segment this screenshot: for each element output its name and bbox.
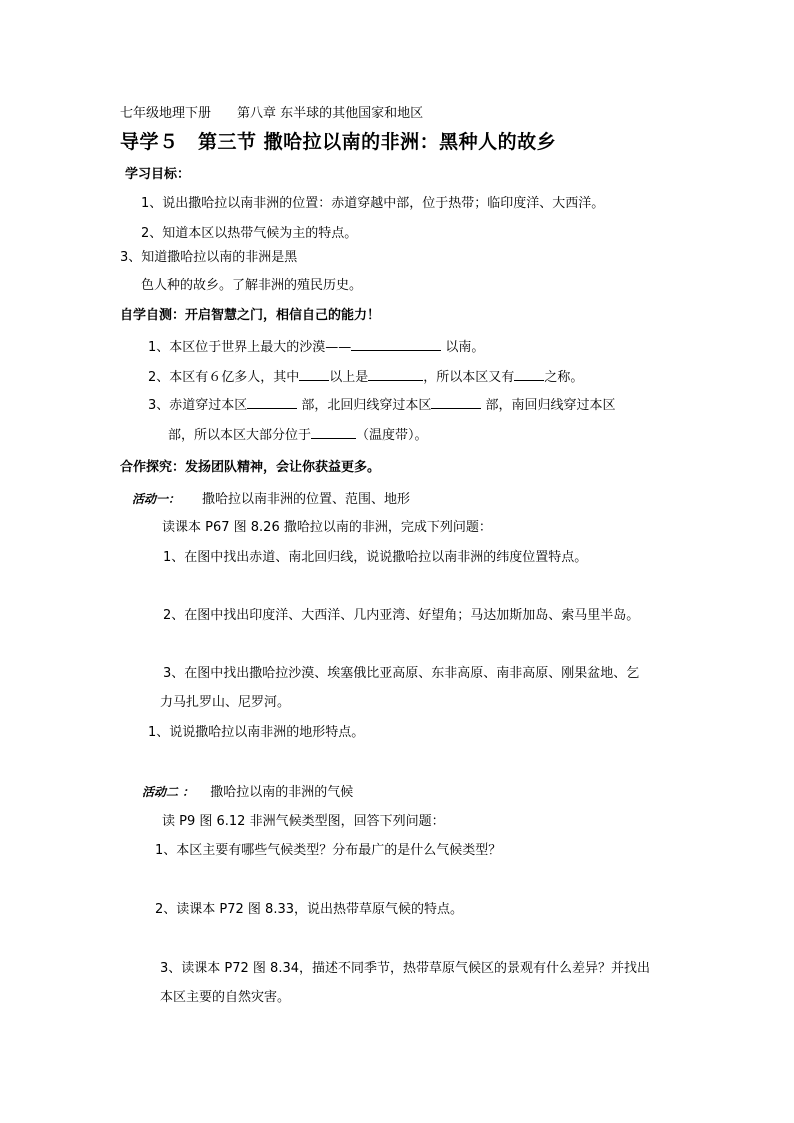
self-test-q1 <box>148 338 484 356</box>
q3-text-b: 部，北回归线穿过本区 <box>297 398 432 413</box>
self-test-q3 <box>148 396 616 414</box>
q2-text-c: ，所以本区又有 <box>423 370 515 385</box>
activity1-intro: 读课本 P67 图 8.26 撒哈拉以南的非洲，完成下列问题： <box>162 520 492 535</box>
goal-item-3: 3、知道撒哈拉以南的非洲是黑 <box>120 250 298 265</box>
q2-text-d: 之称。 <box>544 370 584 385</box>
goal-item-3-cont: 色人种的故乡。了解非洲的殖民历史。 <box>141 278 363 293</box>
q3-text-d: 部，所以本区大部分位于 <box>168 428 312 443</box>
self-test-q2 <box>148 368 583 386</box>
q1-blank[interactable] <box>351 338 441 351</box>
activity1-q1: 1、在图中找出赤道、南北回归线，说说撒哈拉以南非洲的纬度位置特点。 <box>163 550 588 565</box>
q1-text-a: 1、本区位于世界上最大的沙漠—— <box>148 340 352 355</box>
q3-text-e: （温度带）。 <box>356 428 428 443</box>
header-line: 七年级地理下册 第八章 东半球的其他国家和地区 <box>120 106 424 121</box>
q3-text-c: 部，南回归线穿过本区 <box>481 398 616 413</box>
activity2-title: 撒哈拉以南的非洲的气候 <box>210 785 354 800</box>
q3-blank-3[interactable] <box>311 426 356 439</box>
self-test-heading: 自学自测：开启智慧之门，相信自己的能力！ <box>120 308 381 323</box>
activity2-q2: 2、读课本 P72 图 8.33，说出热带草原气候的特点。 <box>155 902 463 917</box>
activity2-q3-cont: 本区主要的自然灾害。 <box>160 990 291 1005</box>
activity1-q3: 3、在图中找出撒哈拉沙漠、埃塞俄比亚高原、东非高原、南非高原、刚果盆地、乞 <box>163 666 640 681</box>
activity2-q1: 1、本区主要有哪些气候类型？分布最广的是什么气候类型？ <box>155 843 502 858</box>
goals-heading: 学习目标： <box>125 167 191 182</box>
q2-blank-1[interactable] <box>299 368 329 381</box>
q3-blank-2[interactable] <box>431 396 481 409</box>
goal-item-2: 2、知道本区以热带气候为主的特点。 <box>141 226 358 241</box>
q2-text-a: 2、本区有６亿多人，其中 <box>148 370 300 385</box>
self-test-q3-cont <box>168 426 428 444</box>
goal-item-1: 1、说出撒哈拉以南非洲的位置：赤道穿越中部，位于热带；临印度洋、大西洋。 <box>141 196 605 211</box>
activity1-q4: 1、说说撒哈拉以南非洲的地形特点。 <box>148 725 365 740</box>
q3-blank-1[interactable] <box>247 396 297 409</box>
q1-text-b: 以南。 <box>441 340 485 355</box>
activity1-q3-cont: 力马扎罗山、尼罗河。 <box>160 695 291 710</box>
q3-text-a: 3、赤道穿过本区 <box>148 398 248 413</box>
activity2-header <box>142 784 353 801</box>
activity1-label: 活动一： <box>132 492 181 506</box>
q2-text-b: 以上是 <box>329 370 369 385</box>
activity2-label: 活动二 ： <box>142 785 195 799</box>
activity1-header <box>132 491 410 508</box>
coop-heading: 合作探究：发扬团队精神，会让你获益更多。 <box>120 460 381 475</box>
page-title: 导学５ 第三节 撒哈拉以南的非洲：黑种人的故乡 <box>120 131 557 153</box>
q2-blank-3[interactable] <box>514 368 544 381</box>
activity2-q3: 3、读课本 P72 图 8.34，描述不同季节，热带草原气候区的景观有什么差异？并找出 <box>160 961 650 976</box>
activity2-intro: 读 P9 图 6.12 非洲气候类型图，回答下列问题： <box>162 814 445 829</box>
q2-blank-2[interactable] <box>368 368 423 381</box>
activity1-q2: 2、在图中找出印度洋、大西洋、几内亚湾、好望角；马达加斯加岛、索马里半岛。 <box>163 608 640 623</box>
activity1-title: 撒哈拉以南非洲的位置、范围、地形 <box>202 492 411 507</box>
